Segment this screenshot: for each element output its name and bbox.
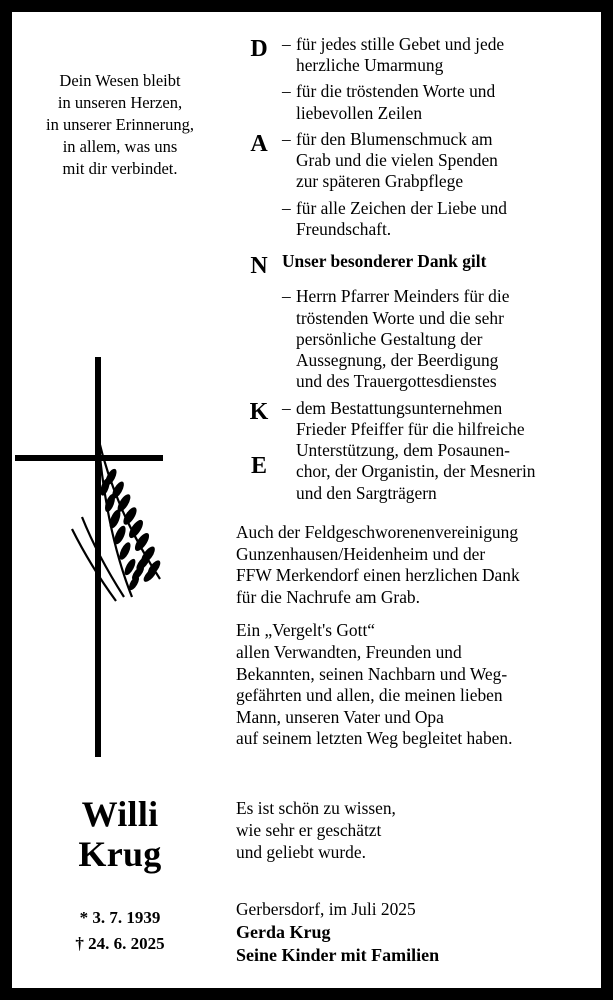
acrostic-letter: D (250, 36, 268, 62)
dash-marker: – (282, 128, 291, 149)
acrostic-letter: K (249, 398, 269, 425)
danke-row (236, 81, 593, 126)
acrostic-letter: A (250, 130, 268, 157)
motto-line: in allem, was uns (62, 137, 178, 157)
dash-marker: – (282, 81, 291, 102)
thanks-line: für die tröstenden Worte und (296, 81, 496, 102)
closing-line: und geliebt wurde. (236, 841, 366, 862)
thanks-line: persönliche Gestaltung der (296, 328, 483, 349)
danke-row (236, 198, 593, 243)
thanks-line: tröstenden Worte und die sehr (296, 307, 504, 328)
deceased-first-name: Willi (81, 794, 159, 834)
acrostic-letter-empty (236, 286, 282, 287)
thanks-line: Freundschaft. (296, 218, 392, 239)
paragraph-line: Ein „Vergelt's Gott“ (236, 620, 376, 641)
birth-date: * 3. 7. 1939 (79, 908, 161, 927)
motto-line: Dein Wesen bleibt (59, 71, 181, 90)
motto-line: in unseren Herzen, (57, 93, 183, 113)
thanks-line: für den Blumenschmuck am (296, 128, 493, 149)
thanks-line: und den Sargträgern (296, 482, 437, 503)
thanks-line: chor, der Organistin, der Mesnerin (296, 461, 536, 482)
thanks-item (282, 34, 593, 79)
thanks-line: für jedes stille Gebet und jede (296, 34, 505, 54)
danke-row (236, 251, 593, 280)
danke-row (236, 286, 593, 395)
thanks-line: Herrn Pfarrer Meinders für die (296, 286, 510, 307)
closing-line: wie sehr er geschätzt (236, 819, 382, 840)
thanks-line: liebevollen Zeilen (296, 102, 423, 123)
obituary-card (12, 12, 601, 988)
thanks-heading: Unser besonderer Dank gilt (282, 251, 487, 272)
life-dates (12, 905, 228, 956)
paragraph-line: allen Verwandten, Freunden und (236, 641, 462, 662)
thanks-item (282, 129, 593, 196)
paragraph-line: Gunzenhausen/Heidenheim und der (236, 543, 486, 564)
signature-block (236, 898, 593, 967)
death-date: † 24. 6. 2025 (75, 933, 165, 953)
cross-with-wheat-icon (12, 357, 228, 757)
thanks-line: Frieder Pfeiffer für die hilfreiche (296, 418, 525, 439)
thanks-item (282, 198, 593, 243)
paragraph-line: gefährten und allen, die meinen lieben (236, 685, 503, 706)
thanks-line: zur späteren Grabpflege (296, 171, 464, 192)
thanks-paragraph-family (236, 620, 593, 749)
dash-marker: – (282, 197, 291, 218)
closing-verse (236, 798, 593, 864)
right-column (236, 12, 593, 988)
deceased-last-name: Krug (78, 834, 162, 875)
thanks-line: herzliche Umarmung (296, 55, 444, 76)
paragraph-line: Auch der Feldgeschworenenvereinigung (236, 522, 519, 543)
thanks-line: und des Trauergottesdienstes (296, 371, 497, 392)
danke-row (236, 129, 593, 196)
thanks-line: Aussegnung, der Beerdigung (296, 350, 499, 371)
signature-widow: Gerda Krug (236, 921, 331, 942)
acrostic-letter-empty (236, 81, 282, 82)
thanks-item (282, 286, 593, 395)
thanks-item (282, 251, 593, 275)
thanks-line: Grab und die vielen Spenden (296, 150, 498, 171)
dash-marker: – (282, 286, 291, 307)
acrostic-letter: E (250, 452, 267, 479)
memorial-motto (12, 70, 228, 181)
thanks-item (282, 398, 593, 507)
place-and-date: Gerbersdorf, im Juli 2025 (236, 899, 416, 919)
motto-line: in unserer Erinnerung, (46, 115, 194, 135)
acrostic-letter: N (250, 253, 268, 280)
acrostic-letter-empty (236, 198, 282, 199)
thanks-line: dem Bestattungsunternehmen (296, 397, 503, 418)
motto-line: mit dir verbindet. (62, 159, 178, 179)
thanks-item (282, 81, 593, 126)
thanks-line: Unterstützung, dem Posaunen- (296, 440, 510, 461)
danke-row (236, 398, 593, 507)
paragraph-line: Bekannten, seinen Nachbarn und Weg- (236, 663, 508, 684)
dash-marker: – (282, 34, 291, 54)
paragraph-line: auf seinem letzten Weg begleitet haben. (236, 728, 513, 749)
dash-marker: – (282, 397, 291, 418)
closing-line: Es ist schön zu wissen, (236, 798, 396, 818)
signature-children: Seine Kinder mit Familien (236, 945, 440, 966)
danke-acrostic-block (236, 34, 593, 750)
left-column (12, 12, 228, 988)
paragraph-line: Mann, unseren Vater und Opa (236, 706, 444, 727)
paragraph-line: für die Nachrufe am Grab. (236, 586, 420, 607)
deceased-name (12, 794, 228, 875)
paragraph-line: FFW Merkendorf einen herzlichen Dank (236, 565, 520, 586)
danke-row (236, 34, 593, 79)
thanks-line: für alle Zeichen der Liebe und (296, 197, 507, 218)
thanks-paragraph-associations (236, 522, 593, 608)
